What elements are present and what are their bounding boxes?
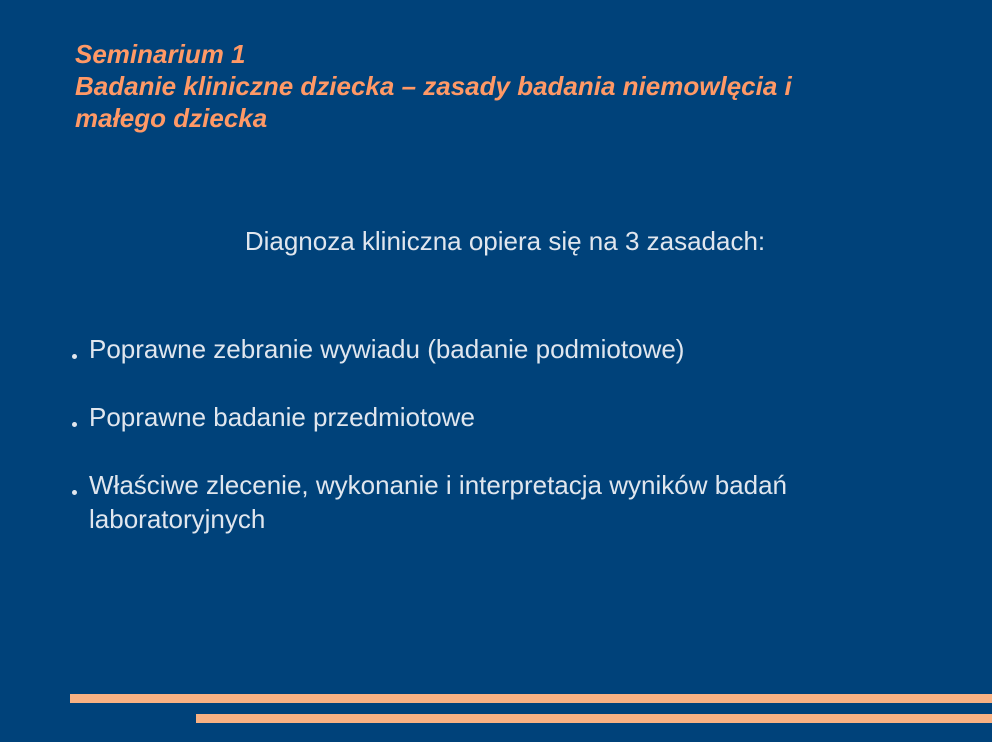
bullet-text: Poprawne badanie przedmiotowe <box>89 402 475 432</box>
bullet-dot-icon <box>72 422 77 427</box>
slide-title <box>75 38 955 134</box>
title-line-1: Seminarium 1 <box>75 39 246 69</box>
bullet-dot-icon <box>72 354 77 359</box>
bullet-item-3 <box>72 468 952 536</box>
bullet-text: Właściwe zlecenie, wykonanie i interpretacja wyników badań laboratoryjnych <box>89 470 788 534</box>
accent-stripe-top <box>70 694 992 703</box>
accent-stripe-bottom <box>196 714 992 723</box>
bullet-item-1 <box>72 332 952 366</box>
bullet-text: Poprawne zebranie wywiadu (badanie podmiotowe) <box>89 334 685 364</box>
title-line-3: małego dziecka <box>75 103 268 133</box>
title-line-2: Badanie kliniczne dziecka – zasady badania niemowlęcia i <box>75 71 792 101</box>
slide-subtitle: Diagnoza kliniczna opiera się na 3 zasadach: <box>244 226 766 256</box>
bullet-dot-icon <box>72 490 77 495</box>
bullet-item-2 <box>72 400 952 434</box>
bullet-list <box>72 332 952 570</box>
